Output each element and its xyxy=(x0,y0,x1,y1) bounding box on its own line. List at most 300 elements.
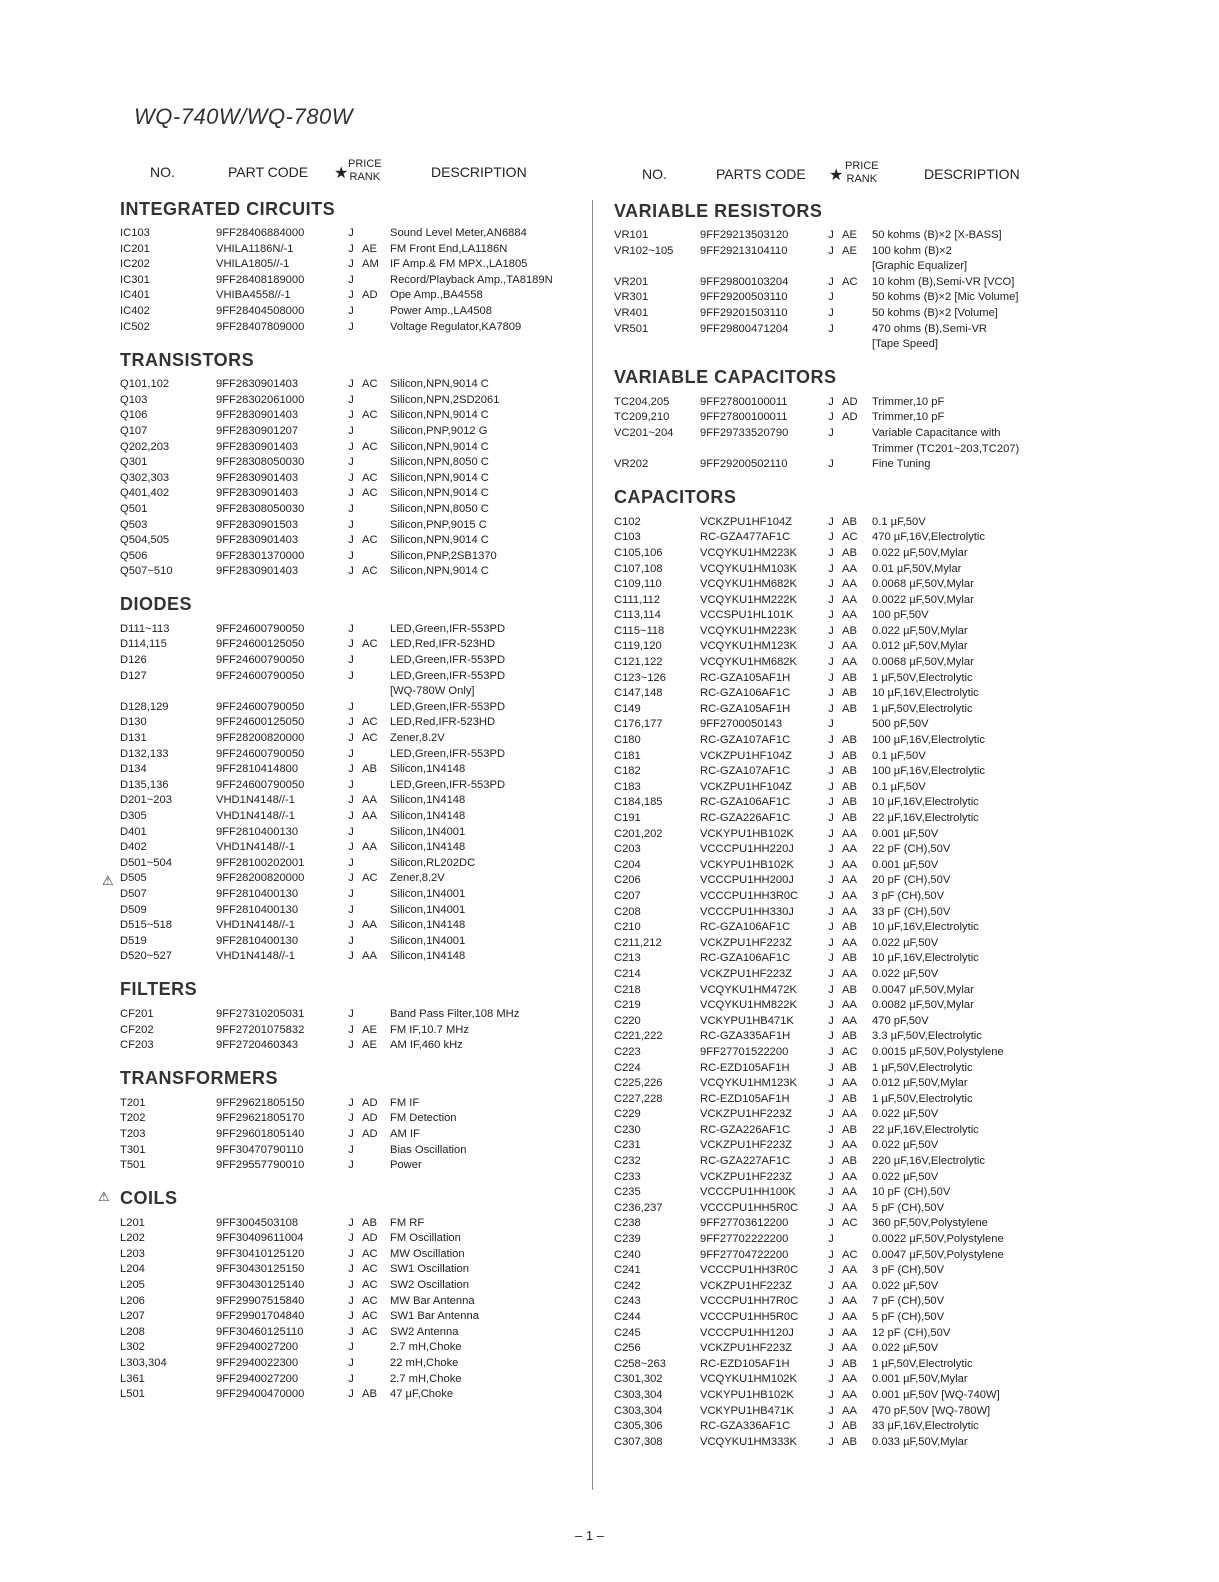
marker: J xyxy=(348,518,354,531)
table-row xyxy=(120,288,590,304)
marker: J xyxy=(348,856,354,869)
table-row xyxy=(614,655,1114,671)
description: Zener,8.2V xyxy=(390,732,445,745)
part-code: 9FF27310205031 xyxy=(216,1007,305,1020)
part-code: 9FF29557790010 xyxy=(216,1159,305,1172)
table-row xyxy=(614,1107,1114,1123)
part-no: C225,226 xyxy=(614,1077,663,1090)
description: 0.001 µF,50V [WQ-740W] xyxy=(872,1388,1000,1401)
part-code: VCKZPU1HF223Z xyxy=(700,967,793,980)
description: Silicon,1N4148 xyxy=(390,919,466,932)
part-no: C239 xyxy=(614,1233,641,1246)
part-no: T501 xyxy=(120,1159,146,1172)
part-no: IC502 xyxy=(120,320,150,333)
part-code: RC-GZA477AF1C xyxy=(700,531,791,544)
price-rank: AB xyxy=(842,780,857,793)
table-row xyxy=(614,244,1114,260)
description: Silicon,NPN,8050 C xyxy=(390,502,489,515)
price-rank: AA xyxy=(842,936,857,949)
description: 100 µF,16V,Electrolytic xyxy=(872,734,985,747)
description: 470 ohms (B),Semi-VR xyxy=(872,322,988,335)
part-code: 9FF28302061000 xyxy=(216,393,305,406)
description: 0.012 µF,50V,Mylar xyxy=(872,640,968,653)
description: Silicon,PNP,9015 C xyxy=(390,518,487,531)
part-no: C208 xyxy=(614,905,641,918)
description: Silicon,1N4001 xyxy=(390,903,466,916)
description: 3 pF (CH),50V xyxy=(872,1264,945,1277)
part-no: Q401,402 xyxy=(120,487,170,500)
marker: J xyxy=(828,843,834,856)
part-no: Q103 xyxy=(120,393,148,406)
part-no: IC301 xyxy=(120,273,150,286)
part-code: 9FF28308050030 xyxy=(216,502,305,515)
price-rank: AA xyxy=(842,1186,857,1199)
description: Silicon,NPN,9014 C xyxy=(390,409,489,422)
part-no: C236,237 xyxy=(614,1201,663,1214)
table-row xyxy=(120,273,590,289)
price-rank: AD xyxy=(362,1127,378,1140)
part-no: C147,148 xyxy=(614,687,663,700)
part-code: 9FF29213104110 xyxy=(700,244,788,257)
marker: J xyxy=(348,887,354,900)
part-no: VR201 xyxy=(614,275,649,288)
part-no: D114,115 xyxy=(120,638,167,651)
table-row xyxy=(614,1294,1114,1310)
part-code xyxy=(700,442,820,458)
description: 0.0068 µF,50V,Mylar xyxy=(872,656,974,669)
marker: J xyxy=(828,1435,834,1448)
part-no: C245 xyxy=(614,1326,641,1339)
part-code: 9FF2810400130 xyxy=(216,825,299,838)
marker: J xyxy=(348,534,354,547)
marker: J xyxy=(348,1279,354,1292)
description: 0.022 µF,50V xyxy=(872,1139,939,1152)
marker: J xyxy=(348,1263,354,1276)
table-row xyxy=(614,671,1114,687)
description: 0.1 µF,50V xyxy=(872,780,926,793)
marker xyxy=(340,684,362,700)
marker: J xyxy=(828,1170,834,1183)
part-no: T201 xyxy=(120,1096,146,1109)
description: 3 pF (CH),50V xyxy=(872,889,945,902)
marker: J xyxy=(348,409,354,422)
price-rank: AA xyxy=(842,562,857,575)
price-rank: AA xyxy=(842,1264,857,1277)
part-no: VC201~204 xyxy=(614,426,674,439)
header-part-code: PART CODE xyxy=(228,164,309,180)
description: Trimmer,10 pF xyxy=(872,411,945,424)
description: 0.022 µF,50V xyxy=(872,936,939,949)
table-row xyxy=(120,1262,590,1278)
price-rank xyxy=(362,502,390,518)
table-row xyxy=(614,983,1114,999)
description: LED,Red,IFR-523HD xyxy=(390,638,496,651)
table-row xyxy=(614,795,1114,811)
description: 33 µF,16V,Electrolytic xyxy=(872,1420,979,1433)
price-rank: AA xyxy=(842,1388,857,1401)
table-row xyxy=(614,1029,1114,1045)
description: Power xyxy=(390,1159,422,1172)
marker: J xyxy=(348,1388,354,1401)
marker: J xyxy=(348,732,354,745)
table-row xyxy=(614,1014,1114,1030)
description: Silicon,RL202DC xyxy=(390,856,476,869)
table-row xyxy=(614,827,1114,843)
part-no: L203 xyxy=(120,1247,145,1260)
description: 10 µF,16V,Electrolytic xyxy=(872,952,979,965)
marker: J xyxy=(348,424,354,437)
marker: J xyxy=(828,1030,834,1043)
part-no: VR101 xyxy=(614,229,649,241)
description: 50 kohms (B)×2 [Mic Volume] xyxy=(872,291,1019,304)
part-code: VCQYKU1HM102K xyxy=(700,1373,797,1386)
part-code: VHD1N4148//-1 xyxy=(216,794,295,807)
marker: J xyxy=(348,487,354,500)
page-number: – 1 – xyxy=(575,1528,604,1543)
table-row xyxy=(614,1045,1114,1061)
description: 10 µF,16V,Electrolytic xyxy=(872,796,979,809)
marker: J xyxy=(828,609,834,622)
marker: J xyxy=(828,395,834,408)
part-code: 9FF2830901403 xyxy=(216,378,299,391)
part-no: Q101,102 xyxy=(120,378,170,391)
table-row xyxy=(614,1310,1114,1326)
price-rank: AA xyxy=(842,1279,857,1292)
part-code: 9FF24600790050 xyxy=(216,669,305,682)
marker: J xyxy=(828,1108,834,1121)
price-rank: AE xyxy=(842,244,857,257)
part-code: 9FF27701522200 xyxy=(700,1045,789,1058)
marker: J xyxy=(348,1357,354,1370)
price-rank xyxy=(842,442,872,458)
description: Silicon,1N4148 xyxy=(390,810,466,822)
price-rank: AA xyxy=(842,874,857,887)
description: Silicon,1N4148 xyxy=(390,950,466,963)
part-no: C211,212 xyxy=(614,936,662,949)
price-rank: AD xyxy=(362,289,378,302)
marker: J xyxy=(348,393,354,406)
description: Zener,8.2V xyxy=(390,872,445,885)
price-rank: AC xyxy=(362,440,378,453)
part-no: L501 xyxy=(120,1388,145,1401)
part-code: RC-GZA107AF1C xyxy=(700,765,791,778)
part-code: 9FF24600790050 xyxy=(216,622,305,635)
marker: J xyxy=(348,950,354,963)
price-rank: AB xyxy=(842,1092,857,1105)
table-row xyxy=(614,1061,1114,1077)
marker: J xyxy=(828,306,834,319)
table-row xyxy=(614,515,1114,531)
marker: J xyxy=(348,934,354,947)
part-code: 9FF2720460343 xyxy=(216,1039,299,1052)
part-code: RC-EZD105AF1H xyxy=(700,1092,790,1105)
price-rank xyxy=(362,934,390,950)
part-code: VCKYPU1HB471K xyxy=(700,1014,794,1027)
price-rank: AC xyxy=(842,275,858,288)
part-no: L208 xyxy=(120,1325,145,1338)
marker: J xyxy=(348,919,354,932)
price-rank: AD xyxy=(362,1232,378,1245)
part-code: 9FF29601805140 xyxy=(216,1127,305,1140)
table-row xyxy=(614,608,1114,624)
part-code: VCKZPU1HF223Z xyxy=(700,1342,793,1355)
part-no: C176,177 xyxy=(614,718,663,731)
description: 1 µF,50V,Electrolytic xyxy=(872,1357,973,1370)
table-row xyxy=(120,700,590,716)
table-row xyxy=(614,1435,1114,1451)
part-no: C213 xyxy=(614,952,641,965)
table-row xyxy=(120,1158,590,1174)
price-rank xyxy=(362,424,390,440)
marker: J xyxy=(348,1341,354,1354)
price-rank: AC xyxy=(362,1325,378,1338)
part-no: Q301 xyxy=(120,456,148,469)
table-row xyxy=(120,257,590,273)
column-divider xyxy=(592,200,593,1490)
description: 0.022 µF,50V xyxy=(872,1279,939,1292)
description: Trimmer,10 pF xyxy=(872,395,945,408)
marker: J xyxy=(828,593,834,606)
marker: J xyxy=(828,411,834,424)
table-row xyxy=(614,259,1114,275)
part-code: VCKYPU1HB471K xyxy=(700,1404,794,1417)
part-no: C230 xyxy=(614,1123,641,1136)
part-no: Q107 xyxy=(120,424,148,437)
marker: J xyxy=(828,874,834,887)
table-row xyxy=(120,424,590,440)
part-code: VCKZPU1HF223Z xyxy=(700,1108,793,1121)
table-row xyxy=(120,533,590,549)
section-heading: TRANSISTORS xyxy=(120,349,255,370)
price-rank xyxy=(362,653,390,669)
part-code: 9FF2830901403 xyxy=(216,565,299,578)
description: 0.022 µF,50V,Mylar xyxy=(872,624,968,637)
part-code: 9FF30470790110 xyxy=(216,1143,304,1156)
table-row xyxy=(614,1263,1114,1279)
description: LED,Green,IFR-553PD xyxy=(390,747,506,760)
part-no: C111,112 xyxy=(614,593,661,606)
part-code: 9FF29907515840 xyxy=(216,1294,305,1307)
part-no: IC201 xyxy=(120,242,150,255)
section-heading: CAPACITORS xyxy=(614,487,737,508)
part-code: 9FF2810400130 xyxy=(216,903,299,916)
description: Silicon,1N4001 xyxy=(390,825,466,838)
section-heading: VARIABLE RESISTORS xyxy=(614,200,823,221)
part-code: 9FF30460125110 xyxy=(216,1325,304,1338)
price-rank: AA xyxy=(842,858,857,871)
marker: J xyxy=(828,1201,834,1214)
table-row xyxy=(614,1170,1114,1186)
description: Silicon,NPN,9014 C xyxy=(390,378,489,391)
part-code xyxy=(700,259,820,275)
part-code: 9FF28308050030 xyxy=(216,456,305,469)
right-parts-list xyxy=(614,194,1114,1458)
price-rank: AB xyxy=(842,624,857,637)
table-row xyxy=(120,408,590,424)
part-no: L205 xyxy=(120,1279,145,1292)
table-row xyxy=(120,809,590,825)
table-row xyxy=(120,1231,590,1247)
table-row xyxy=(614,442,1114,458)
price-rank: AD xyxy=(842,395,858,408)
price-rank: AB xyxy=(842,921,857,934)
price-rank xyxy=(362,747,390,763)
marker: J xyxy=(348,778,354,791)
table-row xyxy=(120,1387,590,1403)
part-no: D519 xyxy=(120,934,147,947)
marker: J xyxy=(348,810,354,822)
table-row xyxy=(614,337,1114,353)
description: 0.033 µF,50V,Mylar xyxy=(872,1435,968,1448)
table-row xyxy=(120,903,590,919)
marker: J xyxy=(348,227,354,239)
part-no: C102 xyxy=(614,515,641,528)
section-heading: DIODES xyxy=(120,594,193,615)
table-row xyxy=(120,1372,590,1388)
table-row xyxy=(120,1356,590,1372)
table-row xyxy=(614,717,1114,733)
table-row xyxy=(614,1419,1114,1435)
price-rank: AB xyxy=(842,796,857,809)
price-rank: AC xyxy=(362,1247,378,1260)
marker: J xyxy=(828,322,834,335)
price-rank: AA xyxy=(362,950,377,963)
part-code: 9FF29901704840 xyxy=(216,1310,305,1323)
marker: J xyxy=(828,1326,834,1339)
price-rank: AA xyxy=(842,1326,857,1339)
marker: J xyxy=(828,702,834,715)
marker: J xyxy=(828,1279,834,1292)
price-rank xyxy=(362,273,390,289)
table-row xyxy=(120,1340,590,1356)
part-no: C107,108 xyxy=(614,562,663,575)
price-rank: AA xyxy=(842,1404,857,1417)
part-no: C105,106 xyxy=(614,546,663,559)
description: 0.001 µF,50V xyxy=(872,827,939,840)
part-code: VCQYKU1HM222K xyxy=(700,593,797,606)
table-row xyxy=(614,951,1114,967)
price-rank: AB xyxy=(842,812,857,824)
price-rank: AA xyxy=(842,905,857,918)
table-row xyxy=(120,440,590,456)
part-no: L206 xyxy=(120,1294,145,1307)
description: SW2 Antenna xyxy=(390,1325,459,1338)
description: 0.0015 µF,50V,Polystylene xyxy=(872,1045,1004,1058)
part-no: D131 xyxy=(120,732,147,745)
part-code: 9FF29200503110 xyxy=(700,291,788,304)
price-rank: AA xyxy=(842,1295,857,1308)
table-row xyxy=(614,842,1114,858)
price-rank: AC xyxy=(362,565,378,578)
price-rank: AC xyxy=(362,1294,378,1307)
star-icon: ★ xyxy=(334,165,349,182)
part-code: VCKZPU1HF104Z xyxy=(700,749,793,762)
table-row xyxy=(120,793,590,809)
price-rank: AB xyxy=(842,546,857,559)
description: 12 pF (CH),50V xyxy=(872,1326,951,1339)
section-gap xyxy=(614,1450,1114,1458)
table-row xyxy=(614,749,1114,765)
description: 0.022 µF,50V xyxy=(872,1170,939,1183)
part-code: VCKYPU1HB102K xyxy=(700,858,794,871)
marker: J xyxy=(828,671,834,684)
marker: J xyxy=(828,765,834,778)
description: 0.0047 µF,50V,Polystylene xyxy=(872,1248,1004,1261)
part-no: C121,122 xyxy=(614,656,663,669)
description: 22 µF,16V,Electrolytic xyxy=(872,812,979,824)
price-rank: AC xyxy=(362,534,378,547)
marker: J xyxy=(828,796,834,809)
part-no: C119,120 xyxy=(614,640,662,653)
part-no: IC103 xyxy=(120,227,150,239)
part-no: D134 xyxy=(120,763,147,776)
price-rank: AC xyxy=(362,378,378,391)
price-rank: AA xyxy=(842,578,857,591)
marker: J xyxy=(828,1061,834,1074)
marker: J xyxy=(348,716,354,729)
part-no: D130 xyxy=(120,716,147,729)
price-rank: AC xyxy=(842,1217,858,1230)
price-rank: AE xyxy=(362,1023,377,1036)
marker: J xyxy=(348,794,354,807)
part-no: IC401 xyxy=(120,289,150,302)
description: Variable Capacitance with xyxy=(872,426,1001,439)
price-rank xyxy=(362,1340,390,1356)
price-rank xyxy=(362,455,390,471)
part-code: 9FF2830901403 xyxy=(216,409,299,422)
table-row xyxy=(614,1388,1114,1404)
description: FM Oscillation xyxy=(390,1232,461,1245)
table-row xyxy=(614,1092,1114,1108)
part-code: VCCCPU1HH120J xyxy=(700,1326,794,1339)
table-row xyxy=(120,1216,590,1232)
part-code: VCCCPU1HH200J xyxy=(700,874,794,887)
description: [Graphic Equalizer] xyxy=(872,260,968,273)
table-row xyxy=(614,290,1114,306)
description: 100 kohm (B)×2 xyxy=(872,244,952,257)
price-rank: AB xyxy=(842,983,857,996)
part-code: VCCCPU1HH7R0C xyxy=(700,1295,799,1308)
table-row xyxy=(614,733,1114,749)
table-row xyxy=(614,530,1114,546)
table-row xyxy=(120,778,590,794)
price-rank xyxy=(362,304,390,320)
price-rank: AC xyxy=(842,1045,858,1058)
part-no: Q302,303 xyxy=(120,471,170,484)
marker: J xyxy=(828,531,834,544)
description: MW Oscillation xyxy=(390,1247,465,1260)
description: Fine Tuning xyxy=(872,458,931,471)
part-no: D501~504 xyxy=(120,856,172,869)
part-no: C218 xyxy=(614,983,641,996)
header-price-rank xyxy=(348,158,382,184)
part-no: VR301 xyxy=(614,291,649,304)
table-row xyxy=(614,322,1114,338)
part-no: C240 xyxy=(614,1248,641,1261)
table-row xyxy=(120,1325,590,1341)
part-no: C180 xyxy=(614,734,641,747)
price-rank: AA xyxy=(842,1373,857,1386)
table-row xyxy=(120,747,590,763)
description: AM IF,460 kHz xyxy=(390,1039,463,1052)
table-row xyxy=(120,502,590,518)
price-rank: AB xyxy=(362,1216,377,1229)
part-no: C256 xyxy=(614,1342,641,1355)
marker: J xyxy=(828,1342,834,1355)
part-no: D515~518 xyxy=(120,919,172,932)
part-no: C220 xyxy=(614,1014,641,1027)
description: LED,Red,IFR-523HD xyxy=(390,716,496,729)
